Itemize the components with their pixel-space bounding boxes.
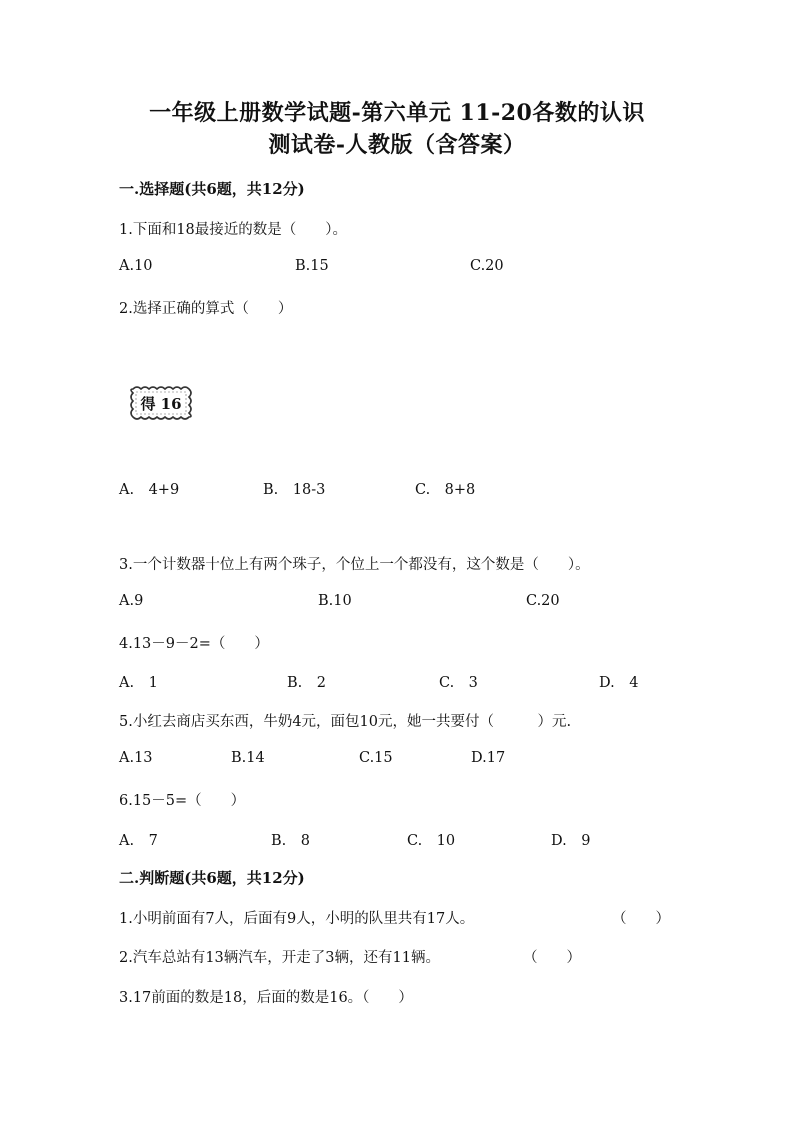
q3-option-b: B.10 (318, 593, 352, 609)
judgment-2-text: 2.汽车总站有13辆汽车，开走了3辆，还有11辆。 (119, 950, 440, 966)
judgment-3-text: 3.17前面的数是18，后面的数是16。（ ） (119, 990, 413, 1006)
q2-option-a: A. 4+9 (119, 482, 180, 498)
q4-option-d: D. 4 (599, 675, 639, 691)
judgment-1-blank: （ ） (612, 911, 670, 927)
judgment-1-text: 1.小明前面有7人，后面有9人，小明的队里共有17人。 (119, 911, 475, 927)
judgment-2-blank: （ ） (523, 950, 581, 966)
question-3-text: 3.一个计数器十位上有两个珠子，个位上一个都没有，这个数是（ ）。 (119, 557, 590, 573)
q1-option-a: A.10 (119, 258, 153, 274)
q5-option-b: B.14 (231, 750, 265, 766)
title-line-1: 一年级上册数学试题-第六单元 11-20各数的认识 (149, 100, 645, 126)
q5-option-d: D.17 (471, 750, 506, 766)
stamp-text: 得 16 (140, 395, 182, 413)
question-6-text: 6.15－5=（ ） (119, 793, 246, 809)
section-heading-judgment: 二.判断题(共6题，共12分) (119, 869, 305, 887)
answer-16-stamp-image (127, 383, 195, 423)
q3-option-c: C.20 (526, 593, 560, 609)
section-heading-choice: 一.选择题(共6题，共12分) (119, 180, 305, 198)
q4-option-b: B. 2 (287, 675, 326, 691)
question-4-text: 4.13－9－2=（ ） (119, 636, 269, 652)
q2-option-b: B. 18-3 (263, 482, 326, 498)
q1-option-c: C.20 (470, 258, 504, 274)
q4-option-a: A. 1 (119, 675, 158, 691)
title-line-2: 测试卷-人教版（含答案） (268, 132, 526, 158)
q6-option-c: C. 10 (407, 833, 456, 849)
q6-option-d: D. 9 (551, 833, 591, 849)
q5-option-a: A.13 (119, 750, 153, 766)
q6-option-a: A. 7 (119, 833, 158, 849)
q2-option-c: C. 8+8 (415, 482, 476, 498)
q4-option-c: C. 3 (439, 675, 478, 691)
question-5-text: 5.小红去商店买东西，牛奶4元，面包10元，她一共要付（ ）元. (119, 714, 572, 730)
question-1-text: 1.下面和18最接近的数是（ ）。 (119, 222, 348, 238)
q5-option-c: C.15 (359, 750, 393, 766)
q3-option-a: A.9 (119, 593, 144, 609)
question-2-text: 2.选择正确的算式（ ） (119, 301, 293, 317)
q6-option-b: B. 8 (271, 833, 310, 849)
q1-option-b: B.15 (295, 258, 329, 274)
